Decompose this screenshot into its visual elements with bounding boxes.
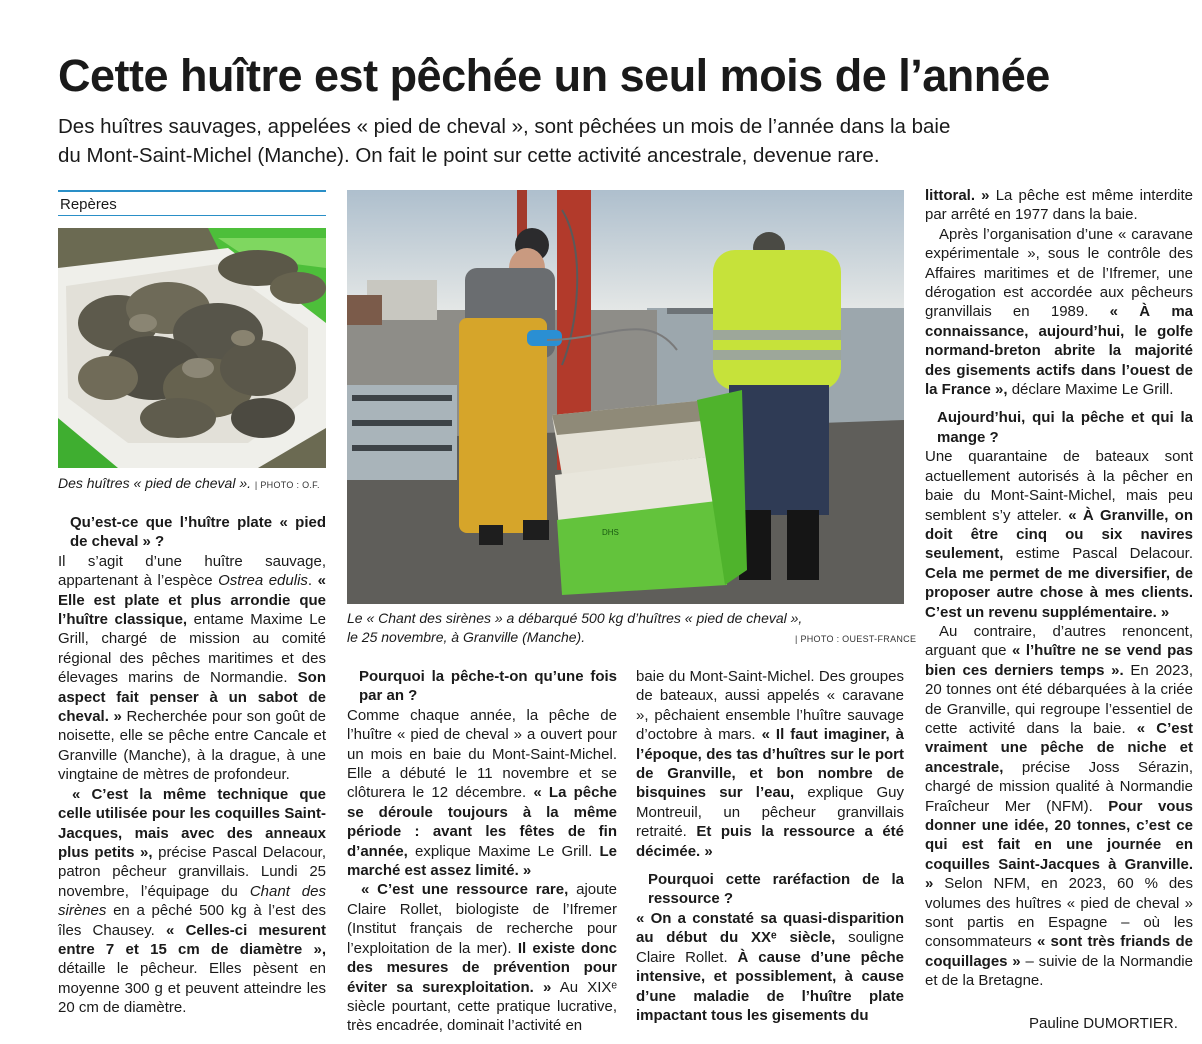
question-what-is-it: Qu’est-ce que l’huître plate « pied de cheval » ? xyxy=(70,514,326,551)
crate-label: DHS xyxy=(602,528,619,537)
standfirst-line-1: Des huîtres sauvages, appelées « pied de cheval », sont pêchées un mois de l’année dans la baie xyxy=(58,115,951,138)
author-signature: Pauline DUMORTIER. xyxy=(1029,1015,1178,1032)
col4-paragraph-4: Au contraire, d’autres renoncent, arguant que « l’huître ne se vend pas bien ces derniers temps ». En 2023, 20 tonnes ont été débarquées à la criée de Granville, qui regroupe l’essentiel de cette activité dans la baie. « C’est vraiment une pêche de niche et ancestrale, précise Joss Sérazin, chargé de mission qualité à Normandie Fraîcheur Mer (NFM). Pour vous donner une idée, 20 tonnes, c’est ce qui est fait en une journée en coquilles Saint-Jacques à Granville. » Selon NFM, en 2023, 60 % des volumes des huîtres « pied de cheval » sont partis en Espagne – où les consommateurs « sont très friands de coquillages » – suivie de la Normandie et de la Bretagne. xyxy=(925,622,1194,990)
port-photo-caption-line-1: Le « Chant des sirènes » a débarqué 500 kg d’huîtres « pied de cheval », xyxy=(347,610,803,626)
article-column-3 xyxy=(636,667,904,1025)
question-why-once-a-year: Pourquoi la pêche-t-on qu’une fois par an ? xyxy=(359,668,617,705)
standfirst xyxy=(58,112,1168,170)
question-who-fishes-it: Aujourd’hui, qui la pêche et qui la mange ? xyxy=(937,409,1193,446)
col1-paragraph-1: Il s’agit d’une huître sauvage, appartenant à l’espèce Ostrea edulis. « Elle est plate et plus arrondie que l’huître classique, entame Maxime Le Grill, chargé de mission au comité régional des pêches maritimes et des élevages marins de Normandie. Son aspect fait penser à un sabot de cheval. » Recherchée pour son goût de noisette, elle se pêche entre Cancale et Granville (Manche), à la drague, à une vingtaine de mètres de profondeur. xyxy=(58,552,326,784)
reperes-label: Repères xyxy=(58,190,326,216)
port-photo-credit: | PHOTO : OUEST-FRANCE xyxy=(795,634,917,644)
article-column-1 xyxy=(58,513,326,1018)
col4-paragraph-3: Une quarantaine de bateaux sont actuellement autorisés à la pêcher en baie du Mont-Saint-Michel, mais peu semblent s’y atteler. « À Granville, on doit être cinq ou six navires seulement, estime Pascal Delacour. Cela me permet de me diversifier, de proposer autre chose à mes clients. C’est un revenu supplémentaire. » xyxy=(925,448,1193,621)
col2-paragraph-1: Comme chaque année, la pêche de l’huître « pied de cheval » a ouvert pour un mois en baie du Mont-Saint-Michel. Elle a débuté le 11 novembre et se clôturera le 12 décembre. « La pêche se déroule toujours à la même période : avant les fêtes de fin d’année, explique Maxime Le Grill. Le marché est assez limité. » xyxy=(347,706,617,880)
article-column-2 xyxy=(347,667,617,1036)
col3-paragraph-2: « On a constaté sa quasi-disparition au début du XXᵉ siècle, souligne Claire Rollet. À cause d’une pêche intensive, et possiblement, à cause d’une maladie de l’huître plate impactant tous les gisements du xyxy=(636,909,904,1024)
oyster-photo-caption-text: Des huîtres « pied de cheval ». xyxy=(58,475,252,491)
col2-paragraph-2: « C’est une ressource rare, ajoute Claire Rollet, biologiste de l’Ifremer (Institut français de recherche pour l’exploitation de la mer). Il existe donc des mesures de prévention pour éviter sa surexploitation. » Au XIXᵉ siècle pourtant, cette pratique lucrative, très encadrée, dominait l’activité en xyxy=(347,881,617,1035)
oyster-crate-photo xyxy=(58,228,326,468)
headline: Cette huître est pêchée un seul mois de l’année xyxy=(58,50,1050,101)
article-column-4 xyxy=(925,186,1193,991)
question-why-rarefaction: Pourquoi cette raréfaction de la ressource ? xyxy=(648,871,904,908)
oyster-photo-credit: | PHOTO : O.F. xyxy=(254,480,320,490)
col4-paragraph-1: littoral. » La pêche est même interdite par arrêté en 1977 dans la baie. xyxy=(925,187,1193,224)
oyster-photo-caption xyxy=(58,474,348,495)
port-photo xyxy=(347,190,904,604)
col1-paragraph-2: « C’est la même technique que celle utilisée pour les coquilles Saint-Jacques, mais avec des anneaux plus petits », précise Pascal Delacour, patron pêcheur granvillais. Lundi 25 novembre, l’équipage du Chant des sirènes en a pêché 500 kg à l’est des îles Chausey. « Celles-ci mesurent entre 7 et 15 cm de diamètre », détaille le pêcheur. Elles pèsent en moyenne 300 g et peuvent atteindre les 20 cm de diamètre. xyxy=(58,785,327,1017)
col3-paragraph-1: baie du Mont-Saint-Michel. Des groupes de bateaux, aussi appelés « caravane », pêchaient ensemble l’huître sauvage d’octobre à mars. « Il faut imaginer, à l’époque, des tas d’huîtres sur le port de Granville, et bon nombre de bisquines sur l’eau, explique Guy Montreuil, un pêcheur granvillais retraité. Et puis la ressource a été décimée. » xyxy=(636,668,904,860)
port-photo-caption-line-2: le 25 novembre, à Granville (Manche). xyxy=(347,629,586,645)
standfirst-line-2: du Mont-Saint-Michel (Manche). On fait le point sur cette activité ancestrale, devenue rare. xyxy=(58,144,880,167)
col4-paragraph-2: Après l’organisation d’une « caravane expérimentale », sous le contrôle des Affaires maritimes et de l’Ifremer, une dérogation est accordée aux pêcheurs granvillais en 1989. « À ma connaissance, aujourd’hui, le golfe normand-breton abrite la majorité des gisements actifs dans l’ouest de la France », déclare Maxime Le Grill. xyxy=(925,225,1193,399)
